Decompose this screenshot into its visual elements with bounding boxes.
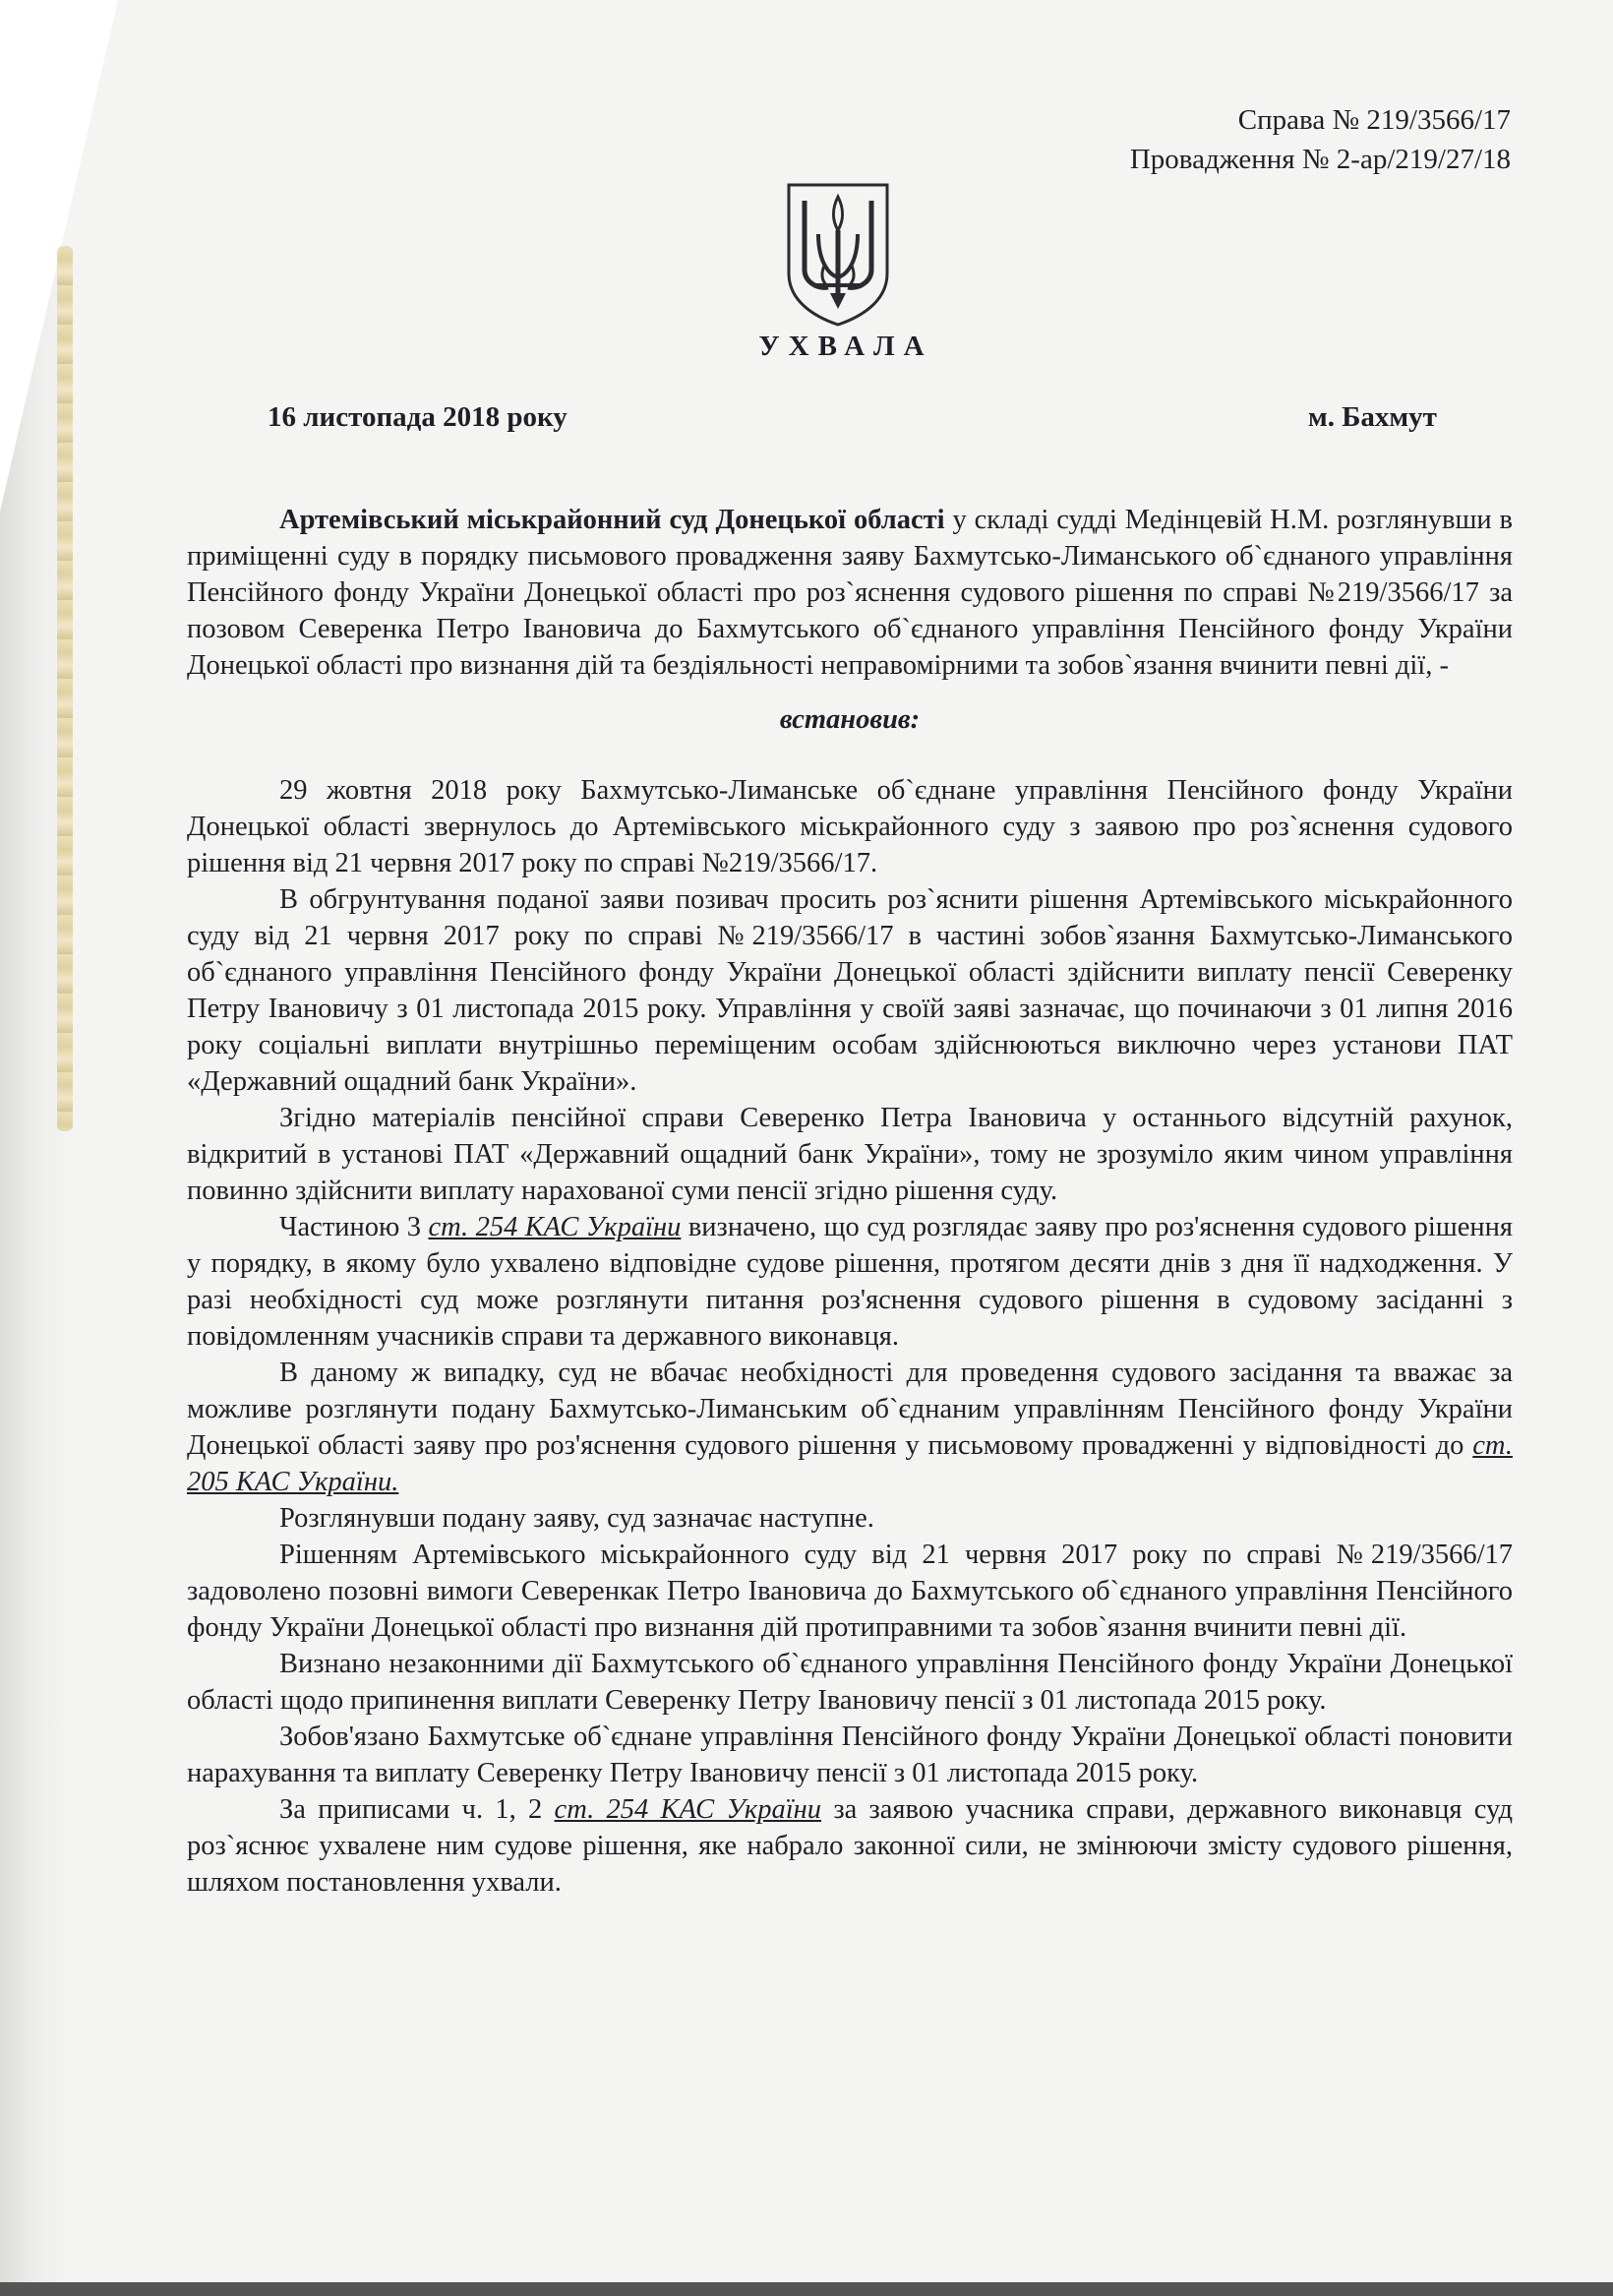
proceeding-number: Провадження № 2-ар/219/27/18 [1129,144,1511,175]
section-heading: встановив: [779,704,921,735]
paragraph-7: Рішенням Артемівського міськрайонного суду від 21 червня 2017 року по справі №219/3566/17 задоволено позовні вимоги Северенкак Петро Івановича до Бахмутського об`єднаного управління Пенсійного фонду України Донецької області про визнання дій протиправними та зобов`язання вчинити певні дії. [187,1540,1513,1643]
case-reference [1130,100,1511,179]
paragraph-3: Згідно матеріалів пенсійної справи Северенко Петра Івановича у останнього відсутній рахунок, відкритий в установі ПАТ «Державний ощадний банк України», тому не зрозуміло яким чином управління повинно здійснити виплату нарахованої суми пенсії згідно рішення суду. [187,1103,1513,1206]
court-name: Артемівський міськрайонний суд Донецької області [279,505,945,535]
paragraph-10-start: За приписами ч. 1, 2 [279,1794,555,1825]
intro-text: у складі судді Медінцевій Н.М. розглянувши в приміщенні суду в порядку письмового провадження заяву Бахмутсько-Лиманського об`єднаного управління Пенсійного фонду України Донецької області про роз`яснення судового рішення по справі №219/3566/17 за позовом Северенка Петро Івановича до Бахмутського об`єднаного управління Пенсійного фонду України Донецької області про визнання дій та бездіяльності неправомірними та зобов`язання вчинити певні дії, - [187,505,1513,681]
paragraph-6: Розглянувши подану заяву, суд зазначає наступне. [279,1503,874,1534]
paragraph-5-start: В даному ж випадку, суд не вбачає необхідності для проведення судового засідання та вважає за можливе розглянути подану Бахмутсько-Лиманським об`єднаним управлінням Пенсійного фонду України Донецької області заяву про роз'яснення судового рішення у письмовому провадженні у відповідності до [187,1358,1513,1461]
paragraph-10-end: за заявою учасника справи, державного виконавця суд роз`яснює ухвалене ним судове рішення, яке набрало законної сили, не змінюючи змісту судового рішення, шляхом постановлення ухвали. [187,1794,1513,1898]
law-reference-link[interactable]: ст. 254 КАС України [428,1212,682,1242]
paragraph-4 [187,1209,1513,1355]
paragraph-5 [187,1355,1513,1500]
case-number: Справа № 219/3566/17 [1237,104,1511,136]
paragraph-9: Зобов'язано Бахмутське об`єднане управління Пенсійного фонду України Донецької області поновити нарахування та виплату Северенку Петру Івановичу пенсії з 01 листопада 2015 року. [187,1722,1513,1788]
law-reference-link[interactable]: ст. 205 КАС України. [187,1430,1513,1497]
paragraph-2: В обгрунтування поданої заяви позивач просить роз`яснити рішення Артемівського міськрайонного суду від 21 червня 2017 року по справі №219/3566/17 в частині зобов`язання Бахмутсько-Лиманського об`єднаного управління Пенсійного фонду України Донецької області здійснити виплату пенсії Северенку Петру Івановичу з 01 листопада 2015 року. Управління у своїй заяві зазначає, що починаючи з 01 липня 2016 року соціальні виплати внутрішньо переміщеним особам здійснюються виключно через установи ПАТ «Державний ощадний банк України». [187,884,1513,1097]
binding-strip [57,246,73,1131]
paragraph-10 [187,1791,1513,1901]
paragraph-4-end: визначено, що суд розглядає заяву про роз'яснення судового рішення у порядку, в якому було ухвалено відповідне судове рішення, протягом десяти днів з дня її надходження. У разі необхідності суд може розглянути питання роз'яснення судового рішення в судовому засіданні з повідомленням учасників справи та державного виконавця. [187,1212,1513,1352]
scan-bottom-band [0,2282,1613,2296]
paragraph-4-start: Частиною 3 [279,1212,429,1242]
trident-emblem-icon [783,179,893,327]
document-body [187,502,1513,1901]
law-reference-link[interactable]: ст. 254 КАС України [554,1794,822,1825]
document-date: 16 листопада 2018 року [268,401,568,433]
document-title: УХВАЛА [758,331,933,362]
intro-paragraph [187,502,1513,684]
paragraph-8: Визнано незаконними дії Бахмутського об`єднаного управління Пенсійного фонду України Донецької області щодо припинення виплати Северенку Петру Івановичу пенсії з 01 листопада 2015 року. [187,1649,1513,1716]
document-city: м. Бахмут [1308,401,1437,433]
paragraph-1: 29 жовтня 2018 року Бахмутсько-Лиманське об`єднане управління Пенсійного фонду України Донецької області звернулось до Артемівського міськрайонного суду з заявою про роз`яснення судового рішення від 21 червня 2017 року по справі №219/3566/17. [187,775,1513,878]
